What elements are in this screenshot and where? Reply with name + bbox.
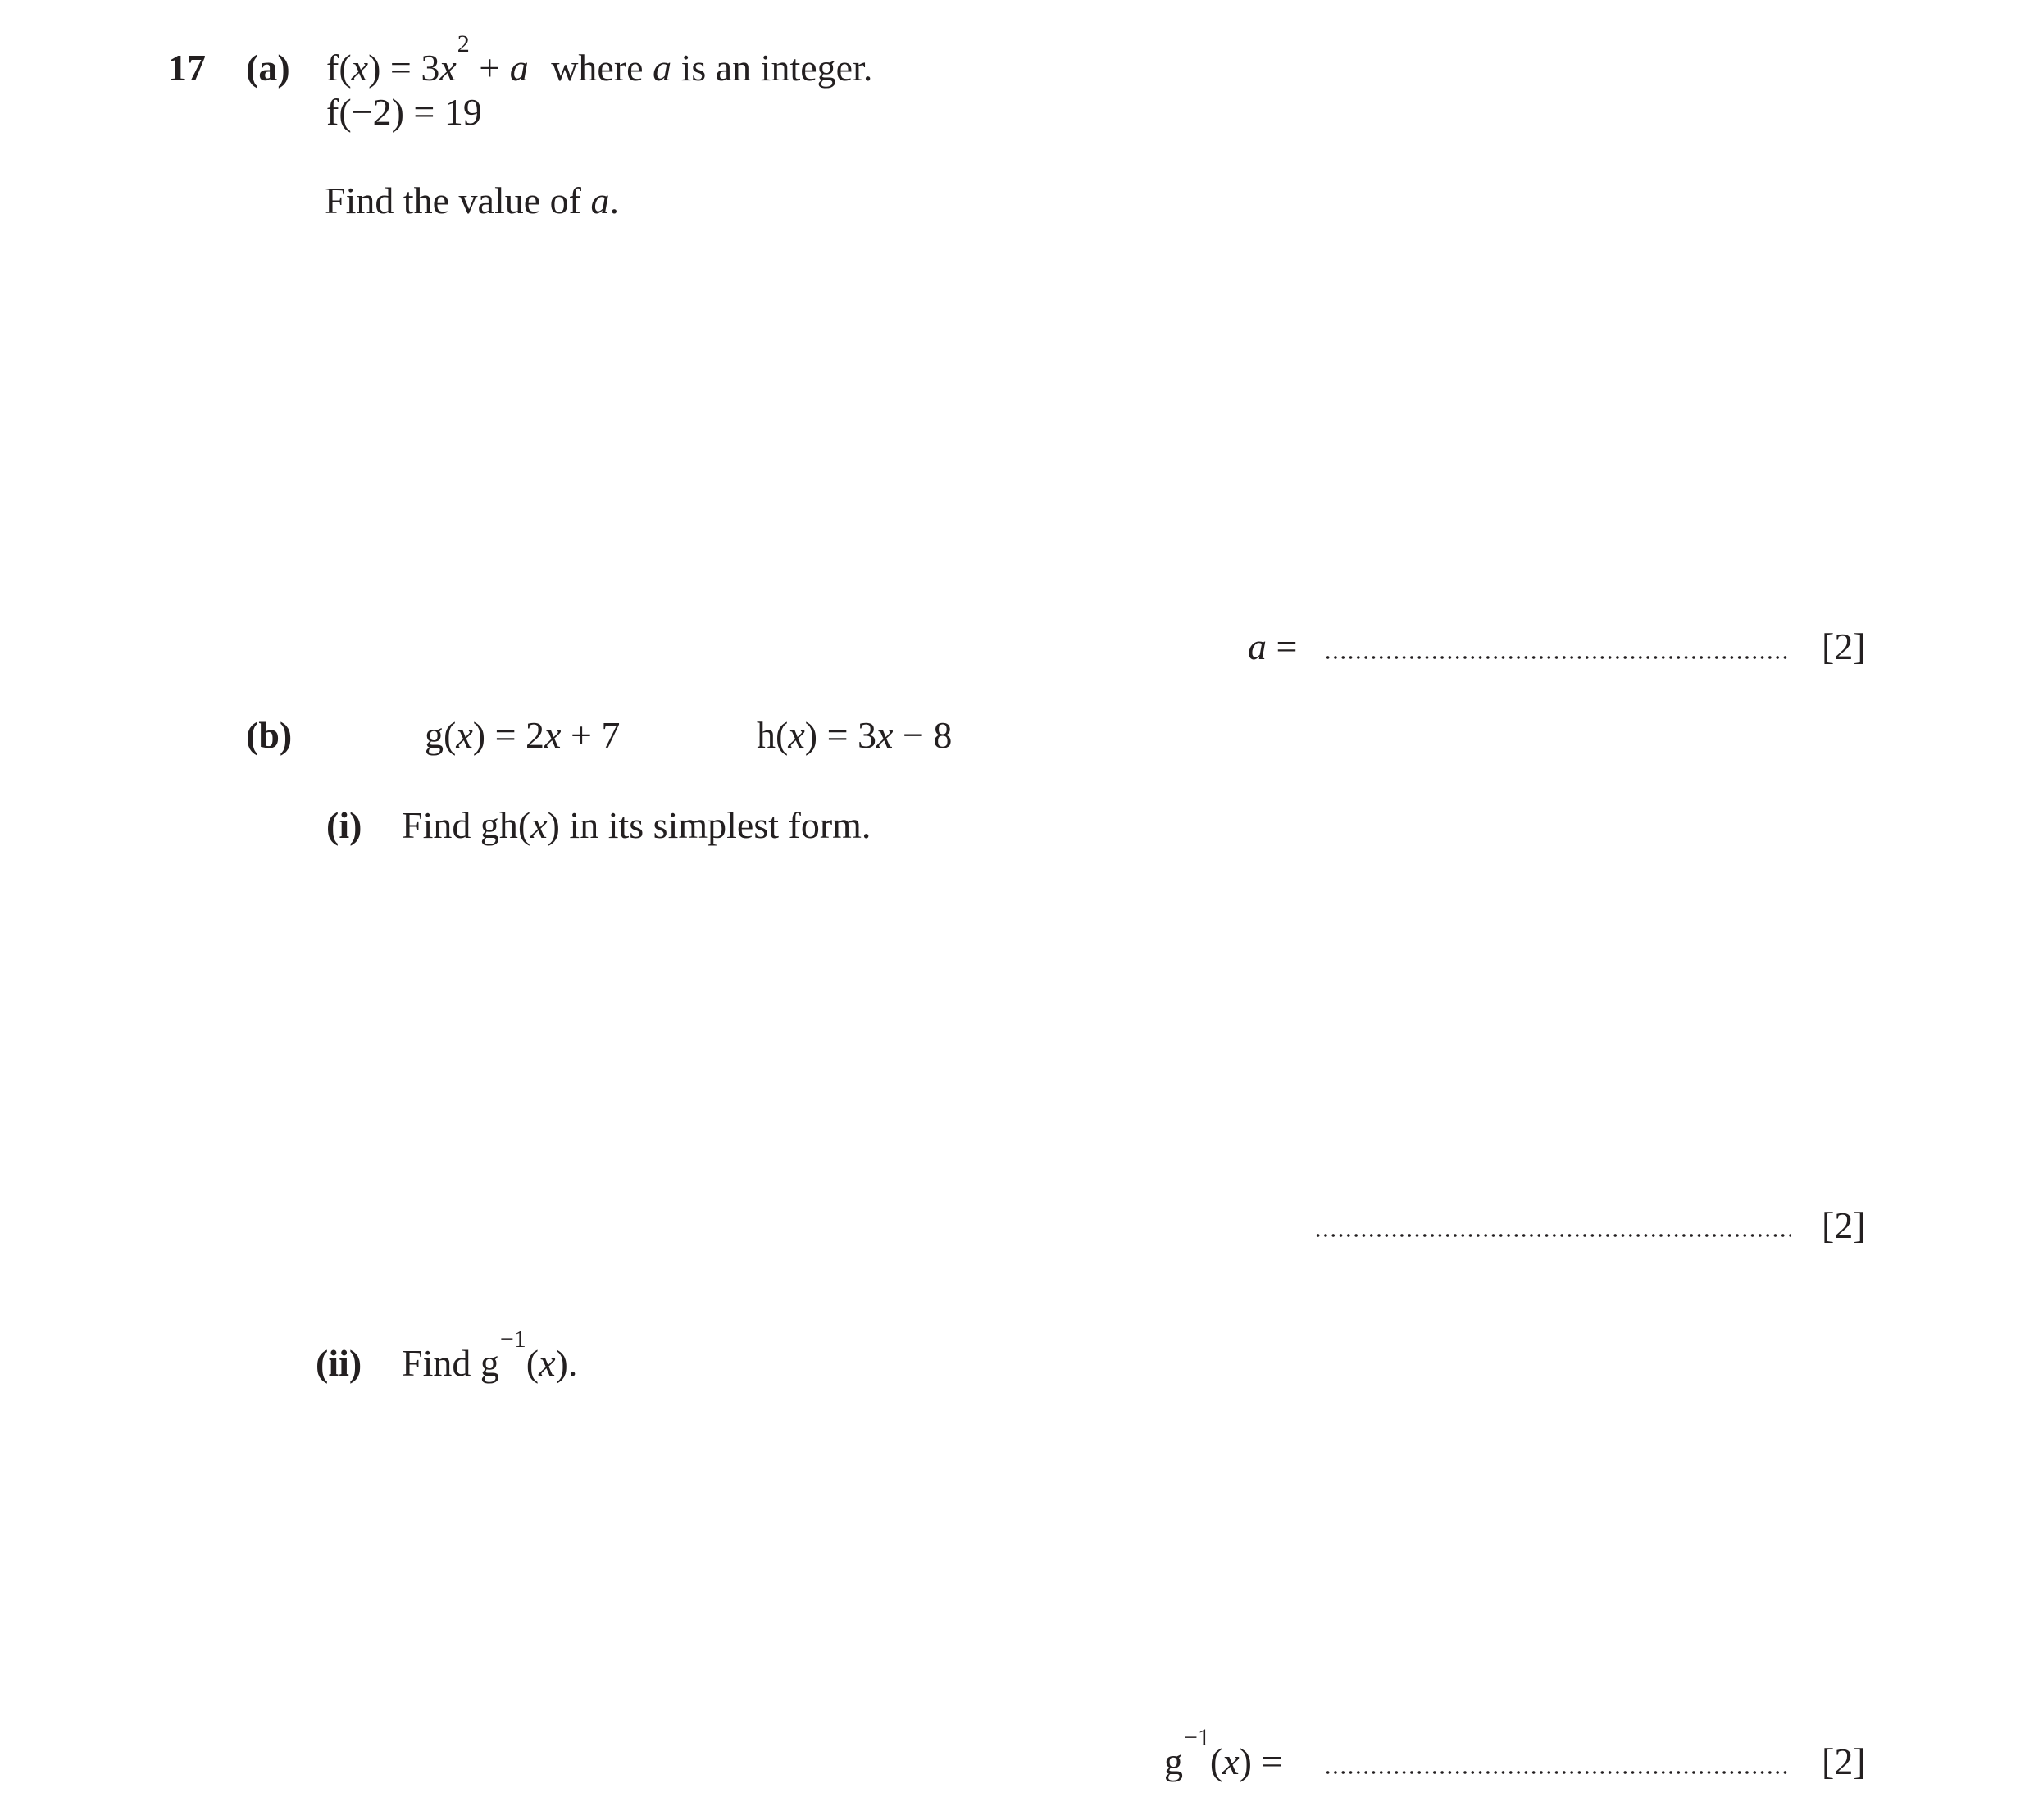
part-a-given-value: f(−2) = 19 <box>326 91 482 133</box>
part-b-ii-instruction: Find $g^{-1}(x)$. <box>402 1326 578 1384</box>
part-a-function-definition: $f(x) = 3x^2 + a$ where a is an integer. <box>326 30 873 89</box>
part-a-answer-line[interactable] <box>1324 656 1791 659</box>
part-b-i-marks: [2] <box>1822 1204 1866 1246</box>
question-number: 17 <box>168 47 206 89</box>
part-b-ii-answer-label: $g^{-1}(x)$ = <box>1164 1724 1283 1782</box>
part-a-marks: [2] <box>1822 626 1866 667</box>
part-a-instruction: Find the value of a. <box>325 180 619 221</box>
part-b-g-definition: g(x) = 2x + 7 <box>425 714 621 756</box>
part-b-h-definition: h(x) = 3x − 8 <box>757 714 953 756</box>
part-b-i-answer-line[interactable] <box>1314 1234 1791 1237</box>
part-b-ii-marks: [2] <box>1822 1740 1866 1782</box>
part-a-answer-label: a = <box>1248 626 1298 667</box>
part-b-label: (b) <box>246 714 293 756</box>
part-b-i-instruction: Find gh(x) in its simplest form. <box>402 804 871 846</box>
part-b-ii-label: (ii) <box>316 1342 362 1384</box>
part-b-i-label: (i) <box>326 804 362 846</box>
part-b-ii-answer-line[interactable] <box>1324 1771 1791 1774</box>
part-a-label: (a) <box>246 47 290 89</box>
